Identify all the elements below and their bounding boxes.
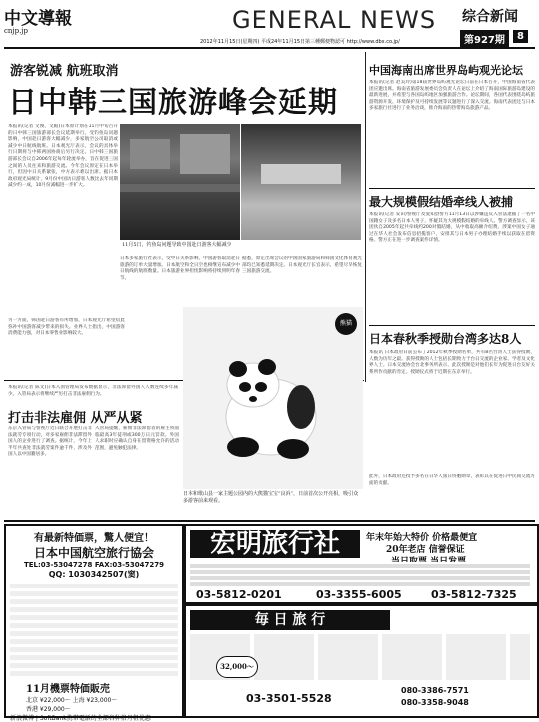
lead-text-col4: 另一方面，韩国赴日游客有所增加，日本观光厅希望借此弥补中国游客减少带来的损失。业界人士指出，中国游客消费能力强，对日本零售业影响较大。 xyxy=(8,318,125,337)
panda-photo xyxy=(183,307,363,489)
ad-left-name: 日本中国航空旅行協会 xyxy=(33,546,154,560)
page-number: 8 xyxy=(513,30,528,43)
ad-hongming-sub2: 20年老店 信誉保证 xyxy=(386,545,465,555)
side-headline-3: 日本春秋季授勋台湾多达8人 xyxy=(369,332,522,346)
lead-text-col2: 日本多家旅行社表示，受中日关系影响，中国游客取消赴日旅游的订单大量增加。日本航空和全日空也相继宣布减少中日航线的航班数量。日本旅游业界担忧影响将持续到明年春节。 xyxy=(120,256,240,281)
ad-left-bottom-title: 11月機票特価販売 xyxy=(26,684,110,695)
ad-left-promo: 有最新特価票，驚人便宜！ xyxy=(34,533,154,544)
ad-hongming-title: 宏明旅行社 xyxy=(190,530,360,558)
lead-photo-caption: 11月5日，钓鱼岛问题导致中国赴日游客大幅减少 xyxy=(122,242,232,248)
side-text-3b: 此外，日本政府还授予多名在日华人旅日侨胞勋章，表彰其在促进日中民间交流方面的贡献。 xyxy=(369,474,535,486)
lead-photo-2 xyxy=(241,124,361,240)
panda-illustration xyxy=(183,307,363,489)
ad-mainichi-tel-2: 080-3386-7571 xyxy=(401,686,469,695)
ad-hongming xyxy=(184,524,539,604)
ad-left-table xyxy=(10,584,178,676)
section-name: 综合新闻 xyxy=(462,9,518,25)
logo-text: 中文導報 xyxy=(4,9,72,29)
ad-left-footer: 新浪微博 | SoftBank携帯電話的全部各种格月租优惠 xyxy=(10,715,151,722)
ad-mainichi-tel-3: 080-3358-9048 xyxy=(401,698,469,707)
ad-mainichi-tel-1: 03-3501-5528 xyxy=(246,692,332,705)
ad-left-qq: QQ: 1030342507(窦) xyxy=(48,570,140,579)
ad-hongming-prices xyxy=(190,562,530,586)
side-text-3: 本报讯 日本政府日前公布了2012年秋季授勋名单，共有8名台湾人士获得授勋，人数为历年之最。获得授勋的人士包括长期致力于台日交流的企业家、学者及文化界人士。日本交流协会台北事务所表示，此次授勋是对他们长年为促进日台友好关系所作贡献的肯定。授勋仪式将于近期在东京举行。 xyxy=(369,350,535,375)
ads-top-rule xyxy=(4,520,535,522)
side-rule-1 xyxy=(369,188,535,189)
lead-text-col3: 据悉，原定出席会议的中国国家旅游局和韩国文化体育观光部均已知悉延期决定。日本观光厅长官表示，希望尽早恢复三国旅游交流。 xyxy=(242,256,362,275)
ad-hongming-tel-3: 03-5812-7325 xyxy=(431,588,517,601)
left-headline: 打击非法雇佣 从严从紧 xyxy=(8,411,143,426)
ad-hongming-tel-2: 03-3355-6005 xyxy=(316,588,402,601)
lead-headline: 日中韩三国旅游峰会延期 xyxy=(8,85,339,119)
newspaper-logo xyxy=(4,4,72,35)
left-text-col2: 入管局提醒，雇佣非法滞留者的雇主将面临最高3年徒刑或300万日元罚款。外国人求职时应确认自身在留资格允许的活动范围，避免触犯法律。 xyxy=(95,426,179,451)
ad-left-price-2: 香港 ¥29,000～ xyxy=(26,706,71,713)
ad-travel-association xyxy=(4,524,184,722)
ad-hongming-sub: 年末年始大特价 价格最便宜 xyxy=(366,533,478,543)
ad-mainichi-travel xyxy=(184,604,539,718)
lead-photo xyxy=(120,124,240,240)
side-text-2: 本报讯(记者 安田)警视厅及爱知县警方11月13日以涉嫌违反入管法逮捕了一名中国籍女子及多名日本人男子，怀疑其为大规模假结婚的牵线人。警方调查显示，该团伙自2005年起共牵线约200对假结婚，从中收取高额介绍费。涉案中国女子通过在华人社会发布信息招揽客户，安排其与日本男子办理结婚手续以获取在留资格。警方正在进一步调查案件详情。 xyxy=(369,212,535,244)
lead-kicker: 游客锐减 航班取消 xyxy=(10,64,119,79)
ad-left-tel: TEL:03-53047278 FAX:03-53047279 xyxy=(23,561,165,569)
side-headline-1: 中国海南出席世界岛屿观光论坛 xyxy=(369,64,523,77)
left-text-top: 本报讯(记者 陈文)日本入国管理局发布数据显示，非法滞留外国人人数连续多年减少。入管局表示将继续严厉打击非法雇佣行为。 xyxy=(8,385,178,397)
section-masthead: GENERAL NEWS xyxy=(232,6,437,34)
ad-mainichi-price: 32,000～ xyxy=(216,656,258,678)
side-text-1: 本报讯(记者 赵美玲)第18届世界岛屿观光论坛日前在日本召开，中国海南省代表团应邀出席。海南省旅游发展委员会负责人在论坛上介绍了海南国际旅游岛建设的最新进展，并希望与各国岛屿地区加强旅游合作。论坛期间，各国代表围绕岛屿旅游资源开发、环境保护及可持续发展等议题进行了深入交流。海南代表团还与日本多家旅行社进行了业务洽谈，推介海南的热带海岛旅游产品。 xyxy=(369,80,535,112)
date-line: 2012年11月15日(星期四) 平成24年11月15日第三種郵便物認可 http://www.dbx.co.jp/ xyxy=(200,39,400,45)
side-rule-2 xyxy=(369,325,535,326)
left-text-col1: 东京入管局与警视厅近日联合开展打击非法就劳专项行动，对多家雇佣非法滞留外国人的企业进行了调查。据统计，今年上半年共查处非法就劳案件逾千件，涉及外国人以中国籍居多。 xyxy=(8,426,92,458)
lead-text-col1: 本报讯(记者 文俊、文殿)日本原计划在11月中旬召开的日中韩三国旅游部长会议延期举行。受钓鱼岛问题影响，中国赴日游客大幅减少，多家航空公司取消或减少中日航线航班。日本观光厅表示，会议的具体举行日期将与中韩两国协商后另行决定。日中韩三国旅游部长会议自2006年起每年轮流举办，旨在促进三国之间的人员往来和旅游交流。今年会议原定在日本举行，但因中日关系紧张，中方表示难以出席。据日本政府观光局统计，9月份中国访日游客人数比去年同期减少约一成，10月份减幅进一步扩大。 xyxy=(8,124,118,189)
masthead-rule xyxy=(4,47,535,49)
issue-number: 第927期 xyxy=(460,30,509,47)
ad-mainichi-title: 毎 日 旅 行 xyxy=(190,610,390,630)
panda-caption: 日本和歌山县一家主题公园内的大熊猫宝宝“良浜”，日前首次公开亮相，吸引众多游客前来观看。 xyxy=(183,491,359,504)
side-headline-2: 最大规模假结婚牵线人被捕 xyxy=(369,195,514,209)
column-divider xyxy=(365,52,366,382)
logo-sub: cnjp.jp xyxy=(4,27,28,35)
panda-badge: 熊猫 xyxy=(335,313,357,335)
ad-left-price-1: 北京 ¥22,000～ 上海 ¥23,000～ xyxy=(26,697,118,704)
ad-hongming-tel-1: 03-5812-0201 xyxy=(196,588,282,601)
